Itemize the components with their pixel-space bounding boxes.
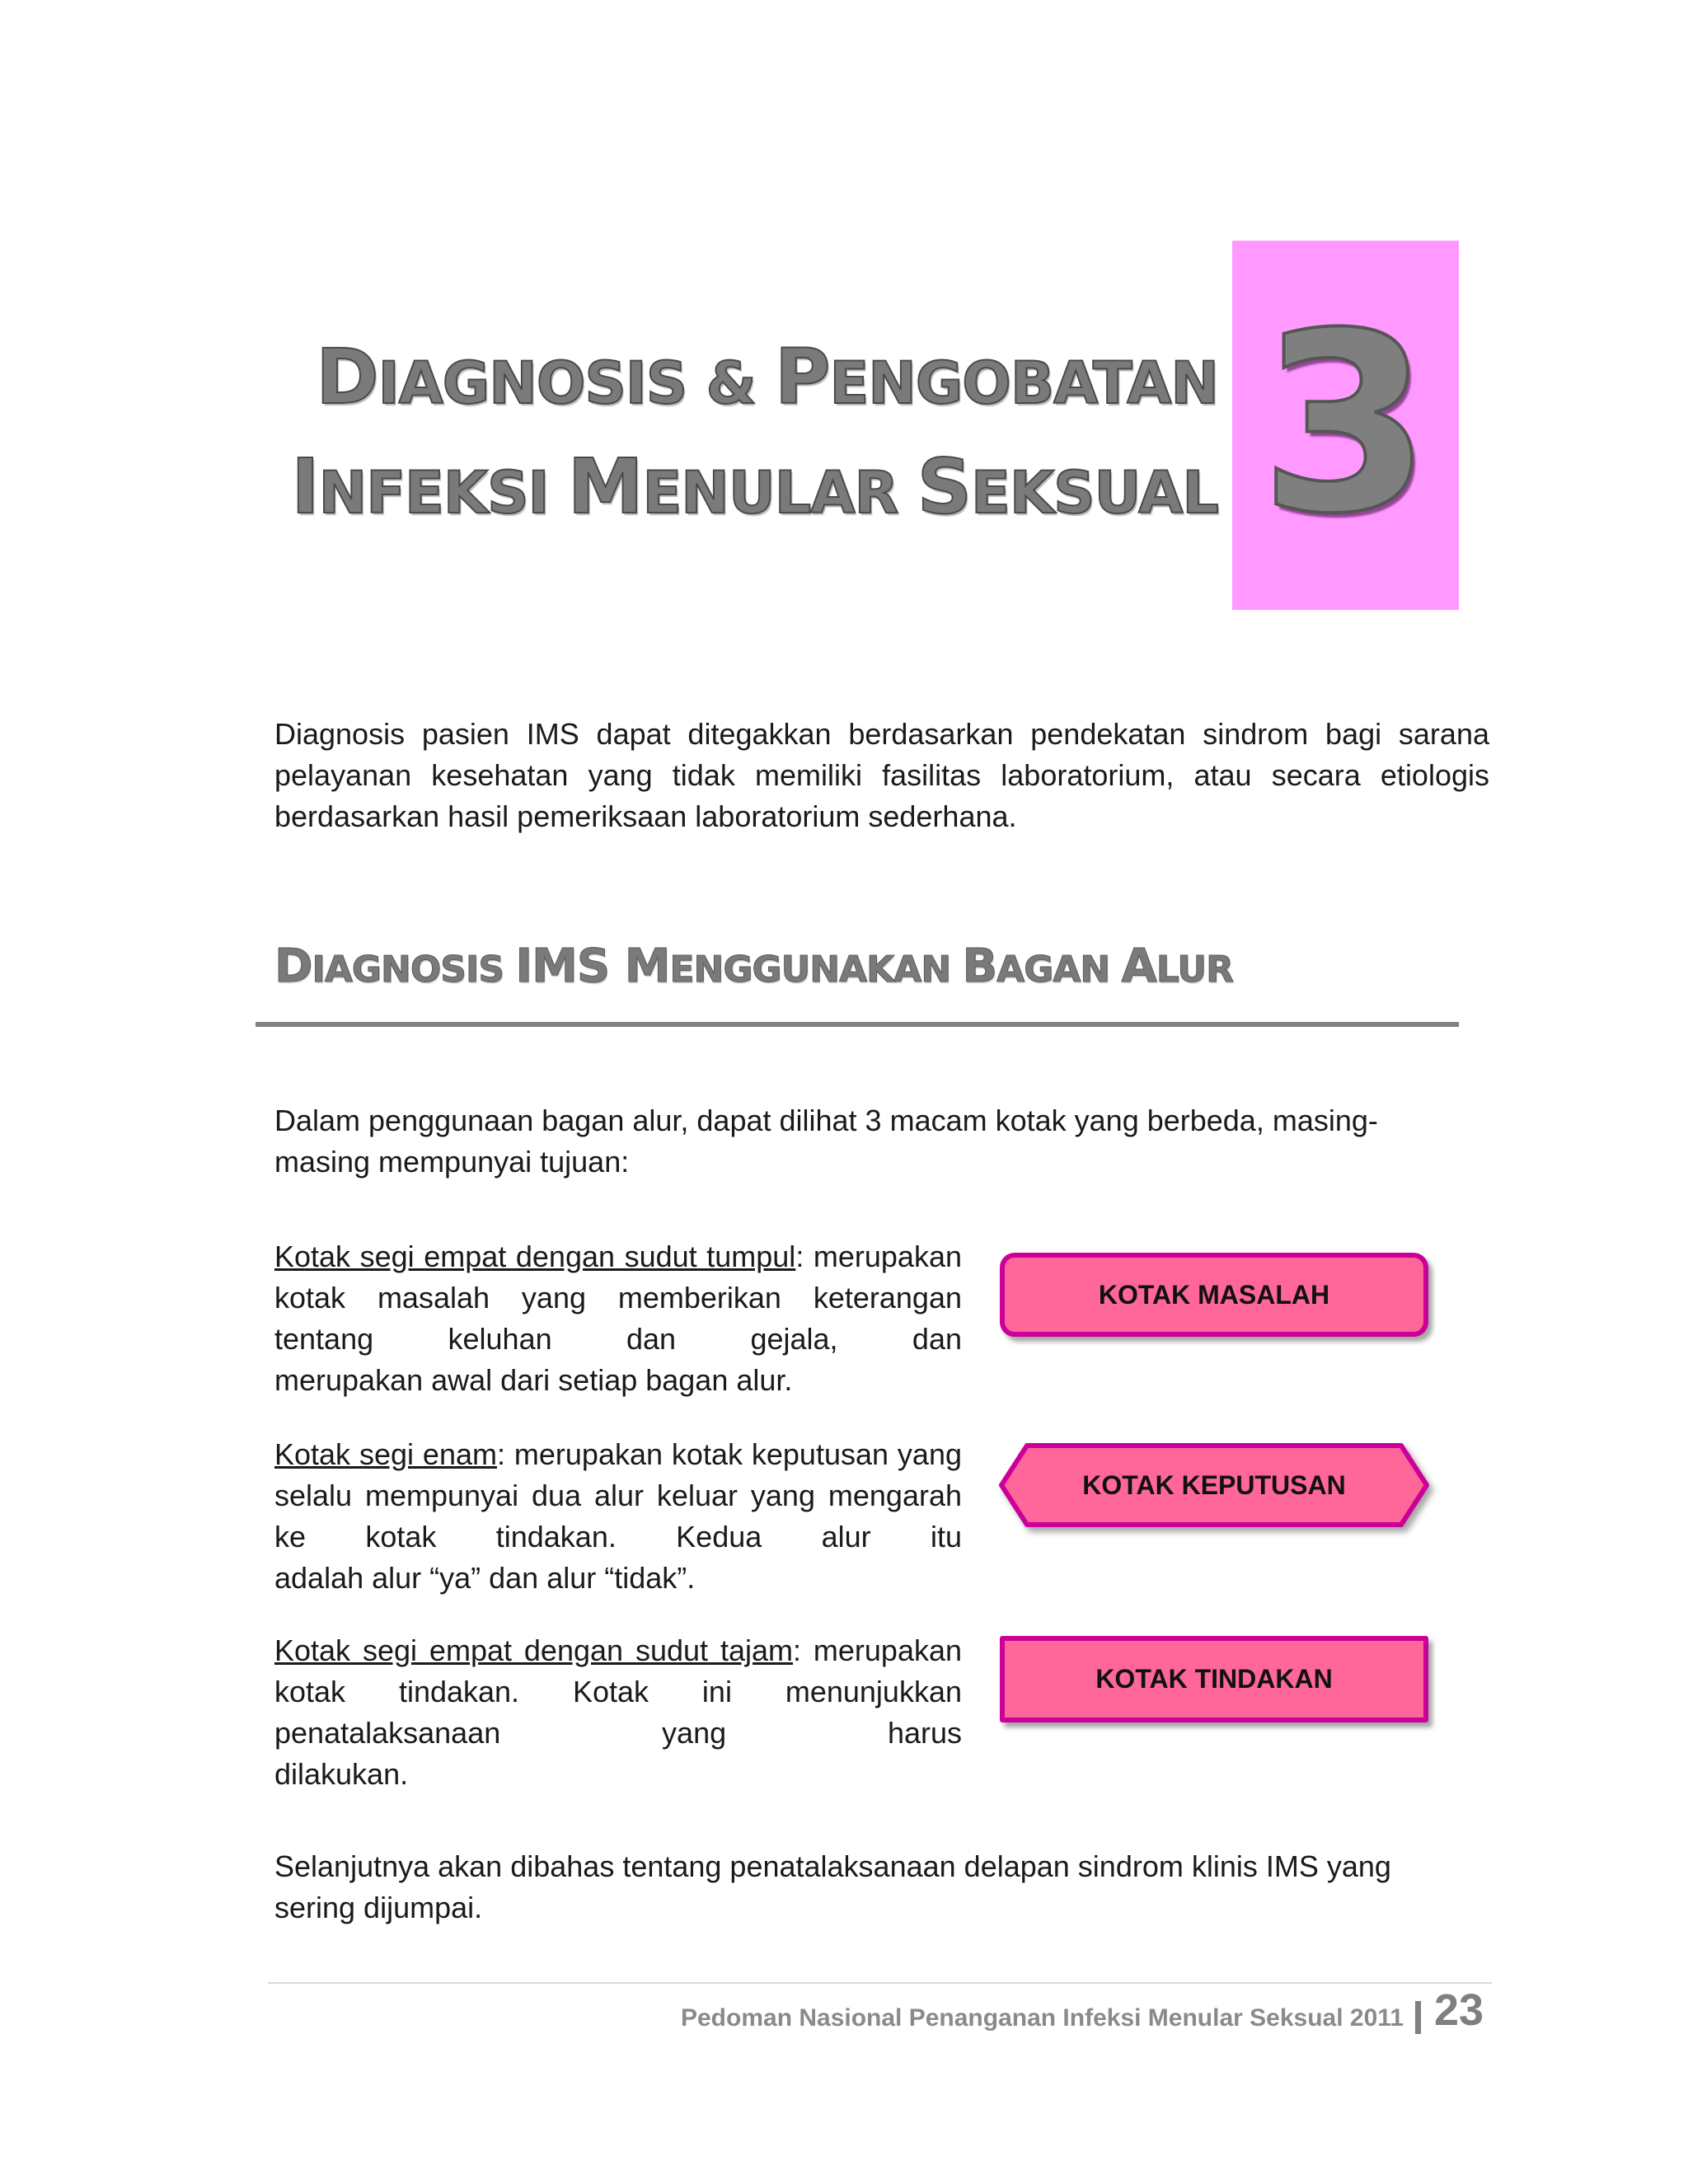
footer-divider — [268, 1982, 1492, 1984]
intro-paragraph: Diagnosis pasien IMS dapat ditegakkan berdasarkan pendekatan sindrom bagi sarana pelayanan kesehatan yang tidak memiliki fasilitas laboratorium, atau secara etiologis berdasarkan hasil pemeriksaan laboratorium sederhana. — [274, 717, 1489, 833]
definition-decision-box: Kotak segi enam: merupakan kotak keputusan yang selalu mempunyai dua alur keluar yang mengarah ke kotak tindakan. Kedua alur itu adalah alur “ya” dan alur “tidak”. — [274, 1437, 962, 1595]
chapter-title-line1: DIAGNOSIS & PENGOBATAN — [316, 333, 1218, 421]
problem-box-sample: KOTAK MASALAH — [1000, 1253, 1428, 1337]
chapter-title — [291, 326, 1218, 545]
closing-paragraph: Selanjutnya akan dibahas tentang penatalaksanaan delapan sindrom klinis IMS yang sering dijumpai. — [274, 1849, 1391, 1924]
decision-box-label: KOTAK KEPUTUSAN — [1082, 1469, 1346, 1500]
definition-action-box: Kotak segi empat dengan sudut tajam: merupakan kotak tindakan. Kotak ini menunjukkan penatalaksanaan yang harus dilakukan. — [274, 1633, 963, 1791]
section-title: DIAGNOSIS IMS MENGGUNAKAN BAGAN ALUR — [274, 940, 1233, 993]
flowchart-intro-paragraph: Dalam penggunaan bagan alur, dapat dilihat 3 macam kotak yang berbeda, masing-masing mempunyai tujuan: — [274, 1104, 1378, 1179]
chapter-title-line2: INFEKSI MENULAR SEKSUAL — [291, 443, 1218, 531]
footer-separator — [1415, 2001, 1421, 2034]
section-divider — [256, 1022, 1459, 1027]
definition-term: Kotak segi enam — [274, 1437, 497, 1471]
chapter-number: 3 — [1259, 280, 1432, 568]
footer-title: Pedoman Nasional Penanganan Infeksi Menular Seksual 2011 — [680, 2004, 1404, 2032]
definition-term: Kotak segi empat dengan sudut tajam — [274, 1633, 793, 1667]
action-box-sample: KOTAK TINDAKAN — [1000, 1636, 1428, 1722]
page-number: 23 — [1434, 1985, 1484, 2035]
decision-box-sample — [997, 1442, 1431, 1528]
definition-term: Kotak segi empat dengan sudut tumpul — [274, 1240, 796, 1273]
definition-problem-box: Kotak segi empat dengan sudut tumpul: merupakan kotak masalah yang memberikan keterangan tentang keluhan dan gejala, dan merupakan awal dari setiap bagan alur. — [274, 1240, 962, 1397]
